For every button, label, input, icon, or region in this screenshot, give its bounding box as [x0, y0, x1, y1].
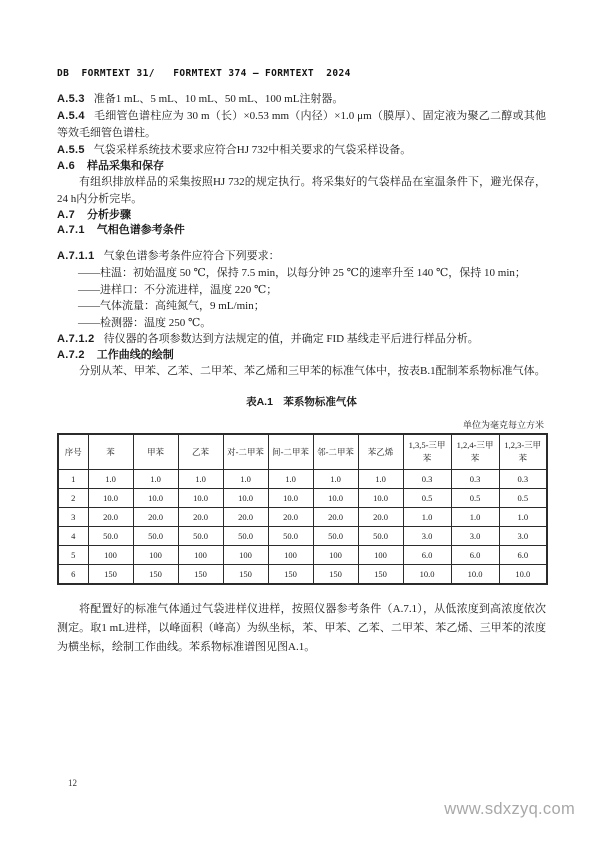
table-header-cell: 乙苯 [178, 434, 223, 470]
clause-a55 [57, 142, 546, 159]
table-header-cell: 序号 [58, 434, 88, 470]
table-cell: 6 [58, 565, 88, 585]
table-cell: 10.0 [133, 489, 178, 508]
heading-title: 样品采集和保存 [87, 160, 165, 172]
heading-title: 工作曲线的绘制 [96, 349, 174, 361]
table-cell: 50.0 [178, 527, 223, 546]
table-cell: 5 [58, 546, 88, 565]
table-cell: 0.5 [451, 489, 499, 508]
table-cell: 100 [133, 546, 178, 565]
table-cell: 0.3 [403, 470, 451, 489]
table-cell: 1 [58, 470, 88, 489]
table-cell: 0.3 [451, 470, 499, 489]
table-cell: 150 [88, 565, 133, 585]
table-cell: 100 [268, 546, 313, 565]
table-cell: 3.0 [451, 527, 499, 546]
table-cell: 0.5 [499, 489, 547, 508]
clause-number: A.7.1.1 [57, 250, 95, 262]
clause-text: 待仪器的各项参数达到方法规定的值，并确定 FID 基线走平后进行样品分析。 [103, 333, 479, 345]
table-cell: 10.0 [403, 565, 451, 585]
list-item: ——气体流量：高纯氮气，9 mL/min； [78, 300, 265, 312]
clause-number: A.5.3 [57, 93, 85, 105]
table-cell: 20.0 [133, 508, 178, 527]
heading-number: A.6 [57, 160, 76, 172]
heading-title: 气相色谱参考条件 [96, 224, 185, 236]
table-cell: 20.0 [313, 508, 358, 527]
table-cell: 100 [313, 546, 358, 565]
table-cell: 50.0 [223, 527, 268, 546]
table-cell: 1.0 [403, 508, 451, 527]
table-cell: 150 [178, 565, 223, 585]
table-cell: 3.0 [403, 527, 451, 546]
table-cell: 10.0 [223, 489, 268, 508]
table-cell: 150 [223, 565, 268, 585]
table-header-cell: 甲苯 [133, 434, 178, 470]
heading-a6 [57, 159, 546, 174]
heading-a7 [57, 208, 546, 223]
table-header-cell: 1,2,4-三甲苯 [451, 434, 499, 470]
table-cell: 150 [313, 565, 358, 585]
table-row [58, 470, 547, 489]
clause-text: 毛细管色谱柱应为 30 m（长）×0.53 mm（内径）×1.0 μm（膜厚）、固定液为聚乙二醇或其他等效毛细管色谱柱。 [57, 110, 546, 139]
table-header-cell: 邻-二甲苯 [313, 434, 358, 470]
clause-a712 [57, 331, 546, 348]
clause-number: A.7.1.2 [57, 333, 95, 345]
clause-text: 气袋采样系统技术要求应符合HJ 732中相关要求的气袋采样设备。 [93, 144, 412, 156]
table-cell: 100 [178, 546, 223, 565]
table-cell: 0.3 [499, 470, 547, 489]
list-item: ——进样口：不分流进样，温度 220 ℃； [78, 283, 278, 296]
table-cell: 1.0 [313, 470, 358, 489]
table-cell: 50.0 [313, 527, 358, 546]
watermark: www.sdxzyq.com [444, 800, 575, 818]
table-cell: 3 [58, 508, 88, 527]
table-cell: 50.0 [88, 527, 133, 546]
clause-a53 [57, 91, 546, 108]
table-cell: 1.0 [499, 508, 547, 527]
paragraph-a6: 有组织排放样品的采集按照HJ 732的规定执行。将采集好的气袋样品在室温条件下，避光保存，24 h内分析完毕。 [57, 176, 546, 205]
table-cell: 1.0 [133, 470, 178, 489]
table-cell: 2 [58, 489, 88, 508]
table-cell: 100 [88, 546, 133, 565]
table-cell: 6.0 [451, 546, 499, 565]
heading-a71 [57, 223, 546, 238]
table-cell: 1.0 [223, 470, 268, 489]
table-header-cell: 1,3,5-三甲苯 [403, 434, 451, 470]
table-cell: 20.0 [223, 508, 268, 527]
table-cell: 100 [358, 546, 403, 565]
table-cell: 100 [223, 546, 268, 565]
table-cell: 10.0 [88, 489, 133, 508]
table-cell: 6.0 [403, 546, 451, 565]
table-cell: 10.0 [178, 489, 223, 508]
table-header-cell: 间-二甲苯 [268, 434, 313, 470]
page-content [57, 68, 546, 668]
table-header-cell: 对-二甲苯 [223, 434, 268, 470]
table-cell: 10.0 [451, 565, 499, 585]
document-header: DB FORMTEXT 31/ FORMTEXT 374 — FORMTEXT 2024 [57, 68, 351, 79]
table-cell: 3.0 [499, 527, 547, 546]
table-body [58, 470, 547, 585]
table-cell: 20.0 [178, 508, 223, 527]
table-cell: 150 [133, 565, 178, 585]
table-cell: 50.0 [133, 527, 178, 546]
table-header-cell: 苯 [88, 434, 133, 470]
table-header-row [58, 434, 547, 470]
clause-number: A.5.4 [57, 110, 85, 122]
table-cell: 50.0 [268, 527, 313, 546]
heading-number: A.7.2 [57, 349, 85, 361]
table-cell: 1.0 [451, 508, 499, 527]
table-header-cell: 苯乙烯 [358, 434, 403, 470]
table-row [58, 546, 547, 565]
table-cell: 1.0 [88, 470, 133, 489]
table-cell: 10.0 [268, 489, 313, 508]
list-item: ——柱温：初始温度 50 ℃，保持 7.5 min，以每分钟 25 ℃的速率升至 140 ℃，保持 10 min； [78, 267, 526, 279]
heading-title: 分析步骤 [87, 209, 132, 221]
table-cell: 150 [268, 565, 313, 585]
table-cell: 1.0 [358, 470, 403, 489]
table-cell: 20.0 [88, 508, 133, 527]
table-cell: 20.0 [358, 508, 403, 527]
heading-number: A.7.1 [57, 224, 85, 236]
table-row [58, 565, 547, 585]
paragraph-a72: 分别从苯、甲苯、乙苯、二甲苯、苯乙烯和三甲苯的标准气体中，按表B.1配制苯系物标准气体。 [79, 365, 546, 377]
table-cell: 50.0 [358, 527, 403, 546]
table-cell: 1.0 [178, 470, 223, 489]
table-title: 表A.1 苯系物标准气体 [246, 396, 357, 408]
table-cell: 4 [58, 527, 88, 546]
clause-number: A.5.5 [57, 144, 85, 156]
table-cell: 10.0 [313, 489, 358, 508]
table-cell: 10.0 [499, 565, 547, 585]
page-number: 12 [68, 778, 77, 788]
clause-a711 [57, 248, 546, 265]
table-cell: 0.5 [403, 489, 451, 508]
clause-text: 准备1 mL、5 mL、10 mL、50 mL、100 mL注射器。 [93, 93, 344, 105]
table-header-cell: 1,2,3-三甲苯 [499, 434, 547, 470]
table-row [58, 527, 547, 546]
table-row [58, 508, 547, 527]
list-item: ——检测器：温度 250 ℃。 [78, 316, 212, 329]
gc-conditions-list [57, 265, 546, 331]
table-cell: 1.0 [268, 470, 313, 489]
table-unit-note: 单位为毫克每立方米 [462, 420, 544, 430]
heading-number: A.7 [57, 209, 76, 221]
table-cell: 150 [358, 565, 403, 585]
table-cell: 20.0 [268, 508, 313, 527]
clause-text: 气象色谱参考条件应符合下列要求： [103, 250, 280, 262]
clause-a54 [57, 108, 546, 142]
closing-paragraph: 将配置好的标准气体通过气袋进样仪进样，按照仪器参考条件（A.7.1），从低浓度到高浓度依次测定。取1 mL进样，以峰面积（峰高）为纵坐标，苯、甲苯、乙苯、二甲苯、苯乙烯、三甲苯的浓度为横坐标，绘制工作曲线。苯系物标准谱图见图A.1。 [57, 603, 546, 653]
standard-gas-table [57, 433, 548, 585]
heading-a72 [57, 348, 546, 363]
table-row [58, 489, 547, 508]
table-cell: 10.0 [358, 489, 403, 508]
table-cell: 6.0 [499, 546, 547, 565]
